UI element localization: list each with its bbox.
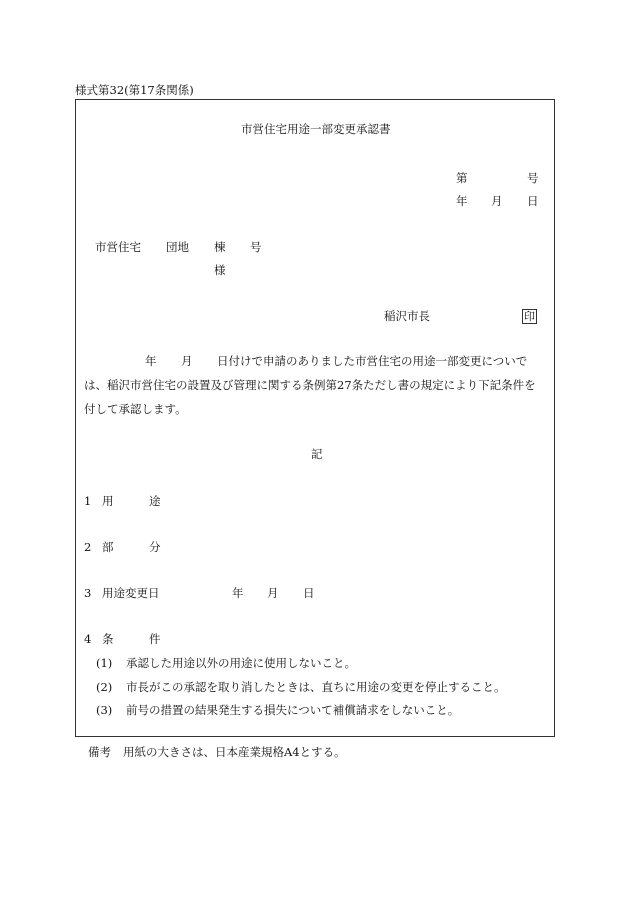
seal-box [522, 309, 537, 324]
addressee-complex: 団地 [166, 240, 189, 254]
document-frame [75, 99, 555, 737]
addressee-building: 棟 [214, 240, 226, 254]
condition-1-num: (1) [96, 656, 113, 670]
item-4-label-b: 件 [149, 632, 161, 646]
body-line2: は、稲沢市営住宅の設置及び管理に関する条例第27条ただし書の規定により下記条件を [84, 378, 536, 392]
body-month: 月 [181, 354, 193, 368]
item-1-label-b: 途 [149, 494, 161, 508]
addressee-housing: 市営住宅 [95, 240, 141, 254]
item-3-day: 日 [303, 586, 315, 600]
item-2-label-b: 分 [149, 540, 161, 554]
form-label: 様式第32(第17条関係) [75, 83, 194, 97]
number-prefix: 第 [456, 171, 468, 185]
item-3-num: 3 [84, 586, 92, 600]
body-line1-text: 日付けで申請のありました市営住宅の用途一部変更についで [217, 354, 528, 368]
item-4-label-a: 条 [102, 632, 114, 646]
body-line3: 付して承認します。 [84, 402, 187, 416]
body-year: 年 [145, 354, 157, 368]
item-2-label-a: 部 [102, 540, 114, 554]
item-1-label-a: 用 [102, 494, 114, 508]
addressee-honorific: 様 [214, 263, 226, 277]
condition-2-num: (2) [96, 680, 113, 694]
item-3-month: 月 [267, 586, 279, 600]
number-suffix: 号 [527, 171, 539, 185]
issuer-name: 稲沢市長 [384, 309, 430, 323]
condition-1-text: 承認した用途以外の用途に使用しないこと。 [126, 656, 356, 670]
ki-heading: 記 [311, 447, 323, 461]
document-title: 市営住宅用途一部変更承認書 [241, 122, 391, 136]
date-month: 月 [491, 194, 503, 208]
condition-2-text: 市長がこの承認を取り消したときは、直ちに用途の変更を停止すること。 [126, 680, 506, 694]
date-day: 日 [527, 194, 539, 208]
item-1-num: 1 [84, 494, 92, 508]
addressee-unit: 号 [250, 240, 262, 254]
date-year: 年 [456, 194, 468, 208]
item-4-num: 4 [84, 632, 92, 646]
item-3-year: 年 [232, 586, 244, 600]
seal-mark: 印 [524, 310, 535, 323]
item-3-label: 用途変更日 [102, 586, 160, 600]
item-2-num: 2 [84, 540, 92, 554]
note-label: 備考 [88, 745, 111, 759]
condition-3-num: (3) [96, 703, 113, 717]
condition-3-text: 前号の措置の結果発生する損失について補償請求をしないこと。 [126, 703, 460, 717]
note-text: 用紙の大きさは、日本産業規格A4とする。 [123, 745, 346, 759]
